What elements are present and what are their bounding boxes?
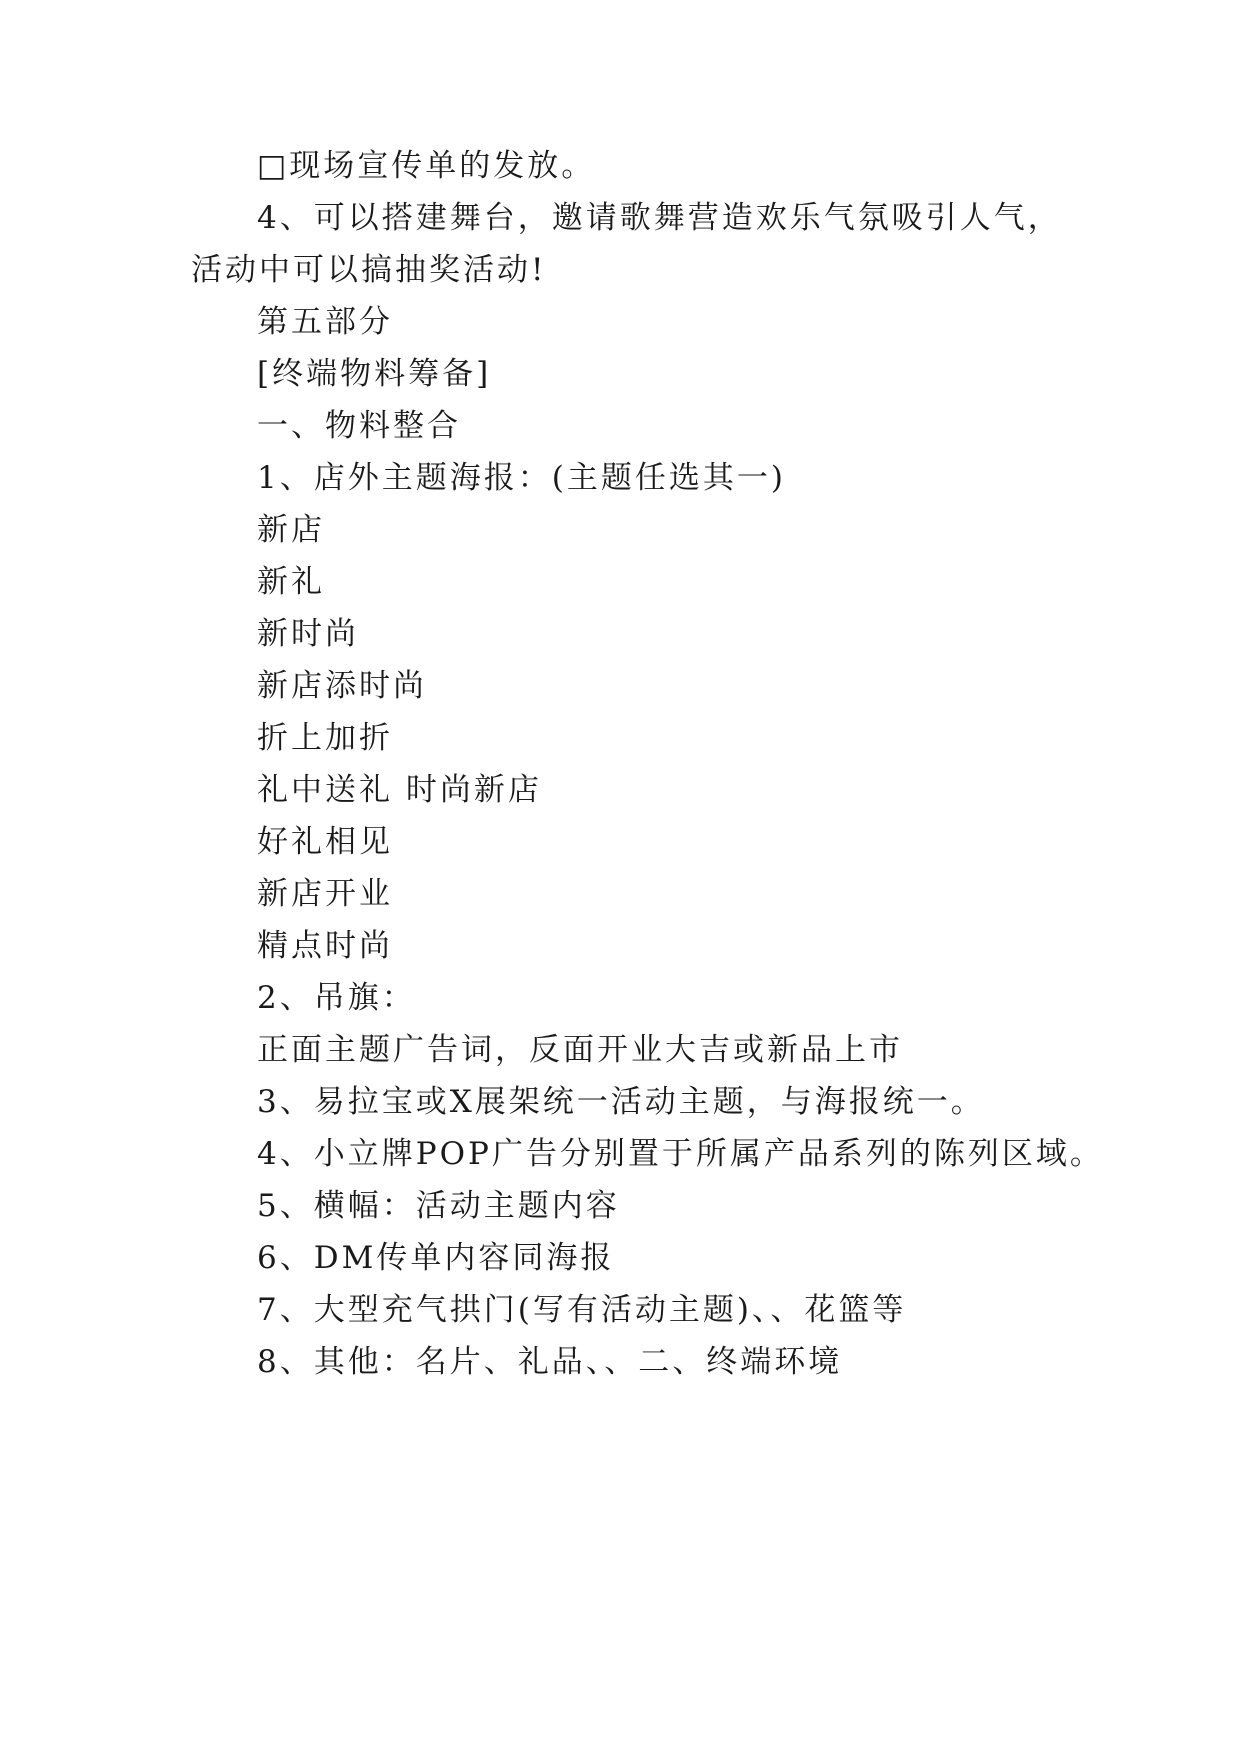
- list-item: 8、其他：名片、礼品、、二、终端环境: [257, 1344, 843, 1380]
- text-line: 4、可以搭建舞台，邀请歌舞营造欢乐气氛吸引人气，: [257, 200, 1062, 236]
- list-item: 礼中送礼 时尚新店: [257, 772, 542, 808]
- list-item: 折上加折: [257, 720, 393, 756]
- list-item: 4、小立牌POP广告分别置于所属产品系列的陈列区域。: [257, 1136, 1104, 1172]
- list-item: 5、横幅：活动主题内容: [257, 1188, 620, 1224]
- text-line: 活动中可以搞抽奖活动!: [191, 252, 547, 288]
- list-item: 正面主题广告词，反面开业大吉或新品上市: [257, 1032, 903, 1068]
- list-item: 2、吊旗：: [257, 980, 416, 1016]
- text-line: 一、物料整合: [257, 408, 461, 444]
- list-item: 新时尚: [257, 616, 359, 652]
- list-item: 精点时尚: [257, 928, 393, 964]
- list-item: 好礼相见: [257, 824, 393, 860]
- list-item: 新店添时尚: [257, 668, 427, 704]
- list-item: 7、大型充气拱门(写有活动主题)、、花篮等: [257, 1292, 907, 1328]
- list-item: 6、DM传单内容同海报: [257, 1240, 615, 1276]
- text-line: □现场宣传单的发放。: [257, 148, 596, 184]
- section-heading: 第五部分: [257, 304, 393, 340]
- list-item: 新礼: [257, 564, 325, 600]
- list-item: 新店: [257, 512, 325, 548]
- list-item: 3、易拉宝或X展架统一活动主题，与海报统一。: [257, 1084, 985, 1120]
- list-item: 新店开业: [257, 876, 393, 912]
- section-subheading: [终端物料筹备]: [257, 356, 492, 392]
- list-item: 1、店外主题海报：(主题任选其一): [257, 460, 786, 496]
